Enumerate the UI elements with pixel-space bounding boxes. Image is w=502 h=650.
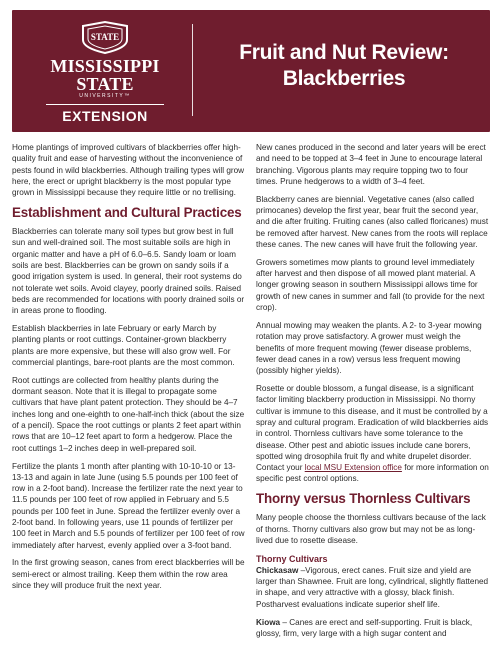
section-heading-cultivars: Thorny versus Thornless Cultivars xyxy=(256,491,471,507)
cultivar-description: – Canes are erect and self-supporting. Fruit is black, glossy, firm, very large with a high sugar content and xyxy=(256,617,473,638)
rosette-text-end: for more information on specific pest control options. xyxy=(256,463,489,484)
body-paragraph: Annual mowing may weaken the plants. A 2- to 3-year mowing rotation may prove satisfactory. A grower must weigh the benefits of more frequent mowing (fewer disease problems, fewer dead canes in a row) versus less frequent mowing (possibly higher yields). xyxy=(256,320,482,376)
body-paragraph: Fertilize the plants 1 month after planting with 10-10-10 or 13-13-13 and again in late June (using 5.5 pounds per 100 feet of row in a 2-foot band). Increase the fertilizer rate the next year to 11.5 pounds per 100 feet of row applied in February and 5.5 pounds per 100 feet in June. Spread the fertilizer evenly over a 2-foot band. In following years, use 11 pounds of fertilizer per 100 feet in March and 5.5 pounds of fertilizer per 100 feet of row immediately after harvest, evenly applied over a 3-foot band. xyxy=(12,461,245,550)
header-divider xyxy=(192,24,193,116)
section-heading-establishment: Establishment and Cultural Practices xyxy=(12,205,242,221)
rosette-paragraph xyxy=(256,383,490,485)
cultivar-entry xyxy=(256,565,490,610)
rosette-text: Rosette or double blossom, a fungal disease, is a significant factor limiting blackberry production in Mississippi. No thorny cultivar is immune to this disease, and it must be controlled by a spray and cultural program. Eradication of wild blackberries aids in control. Thornless cultivars have some tolerance to the disease. Other pest and abiotic issues include cane borers, spotted wing drosophila fruit fly and white drupelet disorder. Contact your xyxy=(256,384,489,473)
cultivar-name: Kiowa xyxy=(256,617,281,627)
msu-extension-logo[interactable] xyxy=(30,20,180,124)
logo-university-text: UNIVERSITY™ xyxy=(79,93,131,99)
body-paragraph: Establish blackberries in late February or early March by planting plants or root cuttings. Container-grown blackberry plants are more expensive, but these will also grow well. For commercial plantings, bare-root plants are the most common. xyxy=(12,324,235,367)
logo-divider xyxy=(46,104,164,105)
page-title xyxy=(194,40,494,92)
cultivars-intro: Many people choose the thornless cultivars because of the lack of thorns. Thorny cultivars also grow but may not be as long-lived due to rosette disease. xyxy=(256,513,486,545)
header-banner xyxy=(12,10,490,132)
title-line-2: Blackberries xyxy=(282,67,406,90)
cultivar-name: Chickasaw xyxy=(256,565,299,575)
cultivar-description: –Vigorous, erect canes. Fruit size and yield are larger than Shawnee. Fruit are long, cylindrical, slightly flattened in shape, and very attractive with a glossy, black finish. Postharvest evaluations indicate superior shelf life. xyxy=(256,565,489,609)
body-paragraph: In the first growing season, canes from erect blackberries will be semi-erect or almost trailing. Keep them within the row area since they will produce fruit the next year. xyxy=(12,558,245,591)
logo-state-text: MISSISSIPPI STATE xyxy=(50,56,160,94)
body-paragraph: Root cuttings are collected from healthy plants during the dormant season. Note that it is illegal to propagate some cultivars that have plant patent protection. They should be 4–7 inches long and one-eighth to one-half-inch thick (about the size of a pencil). Space the root cuttings or plants 2 feet apart within rows that are 10–12 feet apart to form a hedgerow. Place the root cuttings 1–2 inches deep in well-prepared soil. xyxy=(12,375,245,453)
body-paragraph: Growers sometimes mow plants to ground level immediately after harvest and then dispose of all mowed plant material. A longer growing season in southern Mississippi allows time for growth of new canes in summer and fall (to provide for the next crop). xyxy=(256,257,485,313)
shield-text: STATE xyxy=(90,32,120,42)
subheading-thorny: Thorny Cultivars xyxy=(256,553,328,564)
msu-shield-icon xyxy=(79,20,131,54)
logo-extension-text: EXTENSION xyxy=(62,108,148,124)
title-line-1: Fruit and Nut Review: xyxy=(239,41,449,64)
cultivar-entry xyxy=(256,617,490,640)
body-paragraph: New canes produced in the second and later years will be erect and need to be topped at 3–4 feet in June to encourage lateral branching. Vigorous plants may require topping two to four times. Prune hedgerows to a width of 3–4 feet. xyxy=(256,143,486,186)
intro-paragraph: Home plantings of improved cultivars of blackberries offer high-quality fruit and ease of harvesting without the inconvenience of pests found in wild blackberries. Although trailing types will grow here, the erect or upright blackberry is the most popular type grown in Mississippi because they require little or no trellising. xyxy=(12,143,245,198)
right-column xyxy=(256,142,490,646)
extension-office-link[interactable]: local MSU Extension office xyxy=(304,463,402,473)
body-paragraph: Blackberries can tolerate many soil types but grow best in full sun and well-drained soil. The most suitable soils are high in organic matter and have a pH of 6.0–6.5. Sandy loam or loam soils are best. Blackberries can be grown on sandy soils if a good irrigation system is used. In general, their root systems do not tolerate wet soils. Avoid clayey, poorly drained soils. Raised beds are recommended for locations with poorly drained soils or in areas prone to flooding. xyxy=(12,227,245,316)
left-column xyxy=(12,142,246,598)
body-paragraph: Blackberry canes are biennial. Vegetative canes (also called primocanes) develop the first year, bear fruit the second year, and die after fruiting. Fruiting canes (also called floricanes) must be removed after harvest. New canes from the roots will replace these canes. The new canes will have fruit the following year. xyxy=(256,194,489,249)
